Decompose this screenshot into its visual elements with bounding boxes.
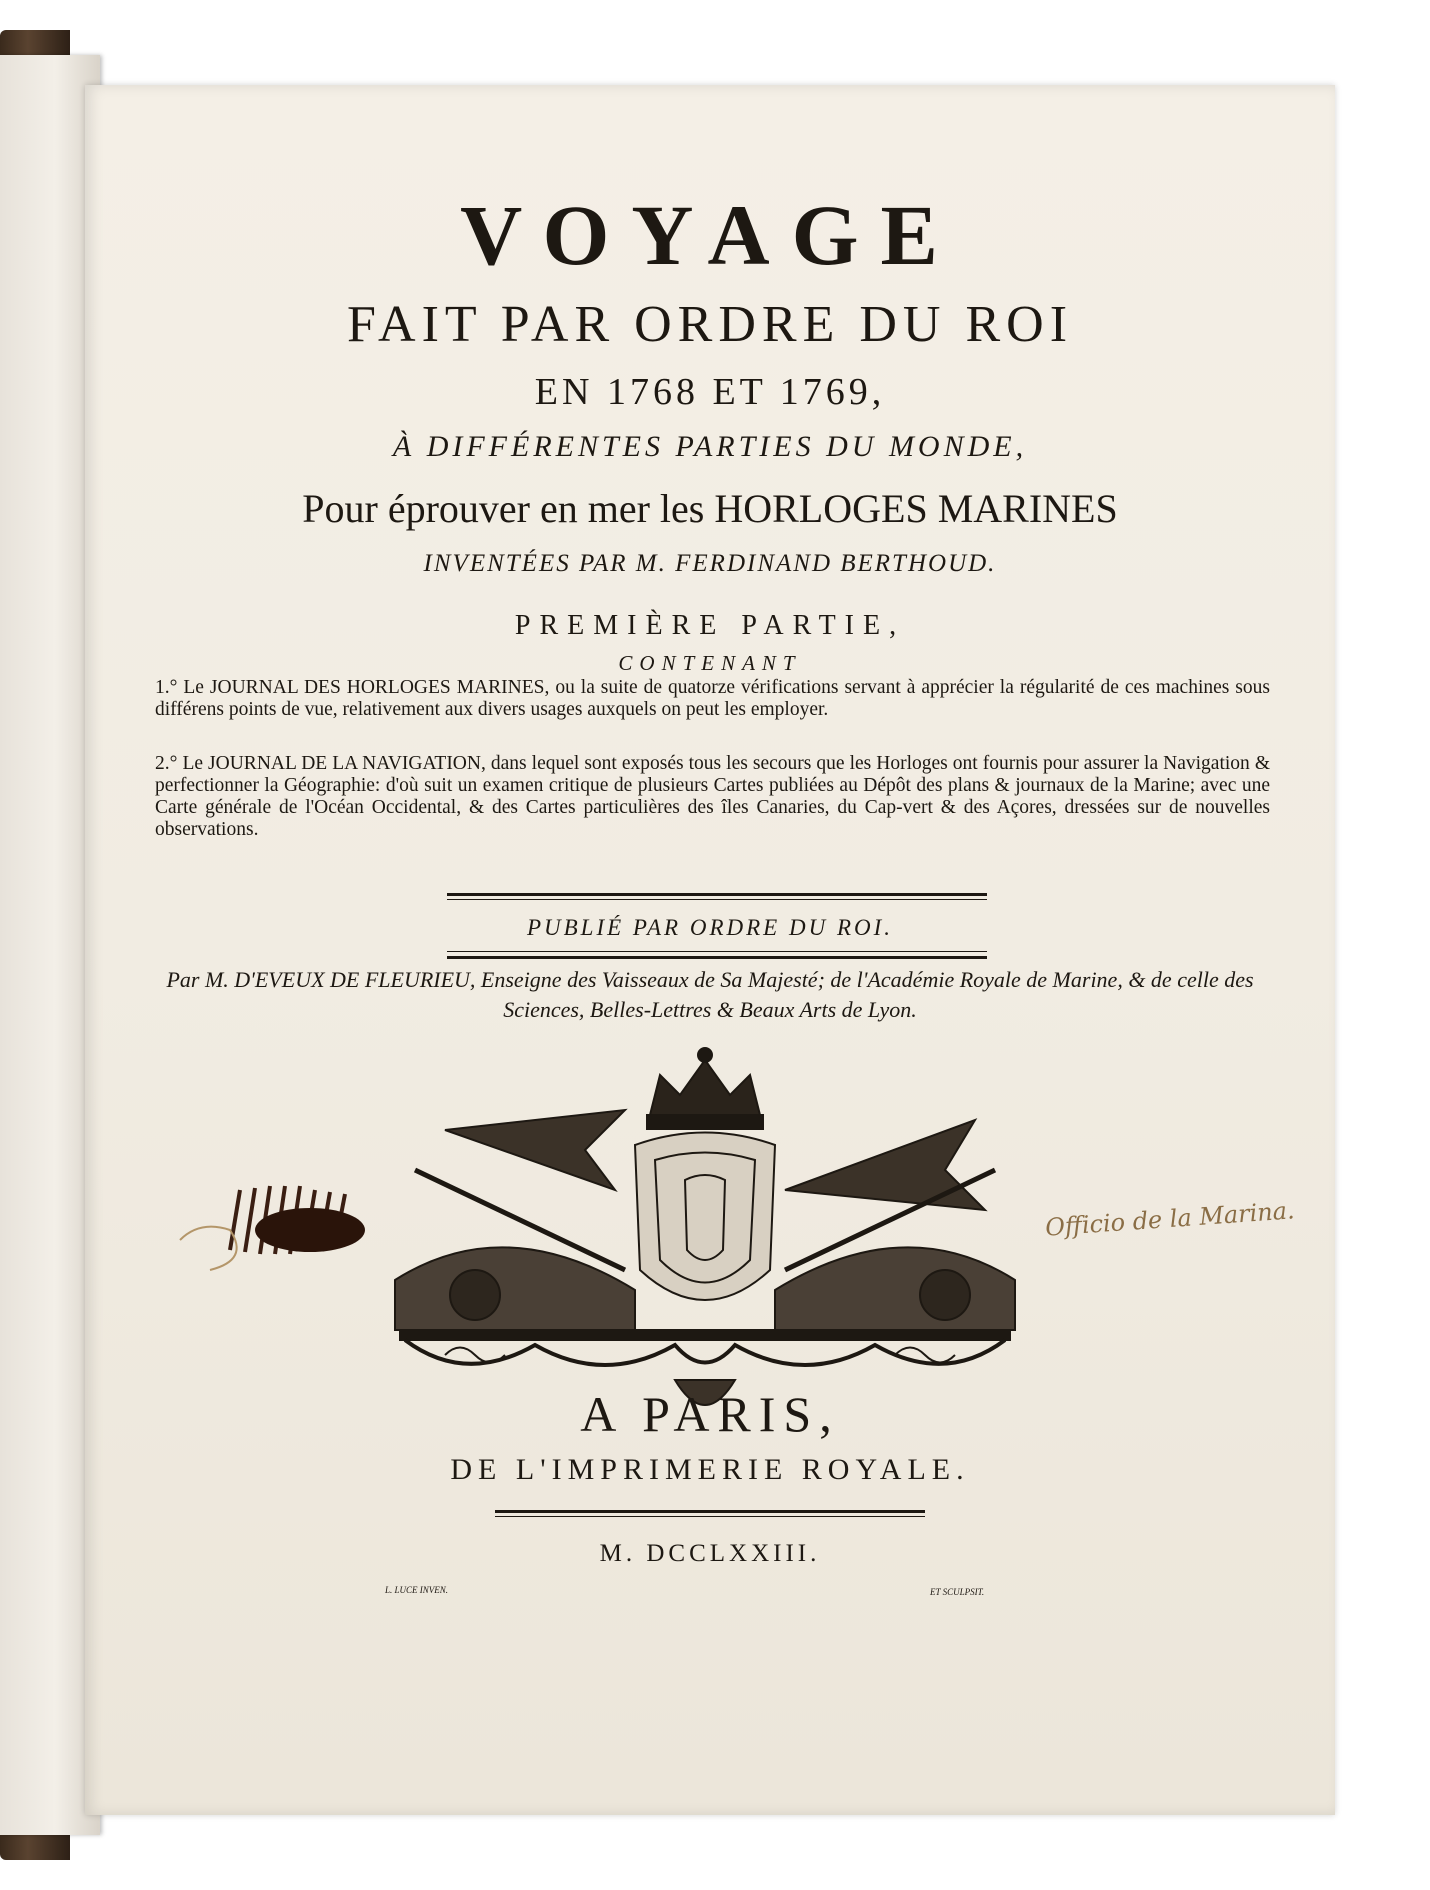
- engraver-credit-right: ET SCULPSIT.: [930, 1587, 985, 1597]
- contents-item-1: 1.° Le JOURNAL DES HORLOGES MARINES, ou la suite de quatorze vérifications servant à apprécier la régularité de ces machines sous différens points de vue, relativement aux divers usages auxquels on peut les employer.: [155, 677, 1270, 720]
- rule-imprint-thin: [495, 1516, 925, 1517]
- rule-bottom: [447, 956, 987, 959]
- imprint-year: M. DCCLXXIII.: [599, 1540, 821, 1567]
- subtitle-destinations: À DIFFÉRENTES PARTIES DU MONDE,: [392, 430, 1028, 463]
- subtitle-inventor: INVENTÉES PAR M. FERDINAND BERTHOUD.: [423, 550, 997, 577]
- imprint-city: A PARIS,: [580, 1386, 840, 1442]
- rule-top-thin: [447, 899, 987, 900]
- published-by-order: PUBLIÉ PAR ORDRE DU ROI.: [526, 915, 894, 940]
- engraver-credit-left: L. LUCE INVEN.: [385, 1585, 449, 1595]
- rule-bottom-thin: [447, 951, 987, 952]
- ink-blot: [170, 1170, 390, 1280]
- part-heading: PREMIÈRE PARTIE,: [514, 610, 906, 641]
- title-page: [85, 85, 1335, 1815]
- contents-item-2: 2.° Le JOURNAL DE LA NAVIGATION, dans lequel sont exposés tous les secours que les Horloges ont fournis pour assurer la Navigation & perfectionner la Géographie: d'où suit un examen critique de plusieurs Cartes publiées au Dépôt des plans & journaux de la Marine; avec une Carte générale de l'Océan Occidental, & des Cartes particulières des îles Canaries, du Cap-vert & des Açores, dressées sur de nouvelles observations.: [155, 753, 1270, 840]
- contents-label: CONTENANT: [618, 651, 802, 675]
- imprint-printer: DE L'IMPRIMERIE ROYALE.: [450, 1453, 970, 1486]
- handwritten-inscription: Officio de la Marina.: [1044, 1196, 1296, 1242]
- subtitle-years: EN 1768 ET 1769,: [534, 371, 886, 413]
- author-line: Par M. D'EVEUX DE FLEURIEU, Enseigne des Vaisseaux de Sa Majesté; de l'Académie Royale de Marine, & de celle des Sciences, Belles-Lettres & Beaux Arts de Lyon.: [166, 967, 1254, 1022]
- rule-imprint: [495, 1510, 925, 1513]
- rule-top: [447, 893, 987, 896]
- subtitle-order: FAIT PAR ORDRE DU ROI: [346, 296, 1074, 353]
- royal-arms-vignette: [385, 1040, 1025, 1430]
- book-title: VOYAGE: [460, 187, 960, 283]
- subtitle-purpose: Pour éprouver en mer les HORLOGES MARINES: [302, 486, 1118, 531]
